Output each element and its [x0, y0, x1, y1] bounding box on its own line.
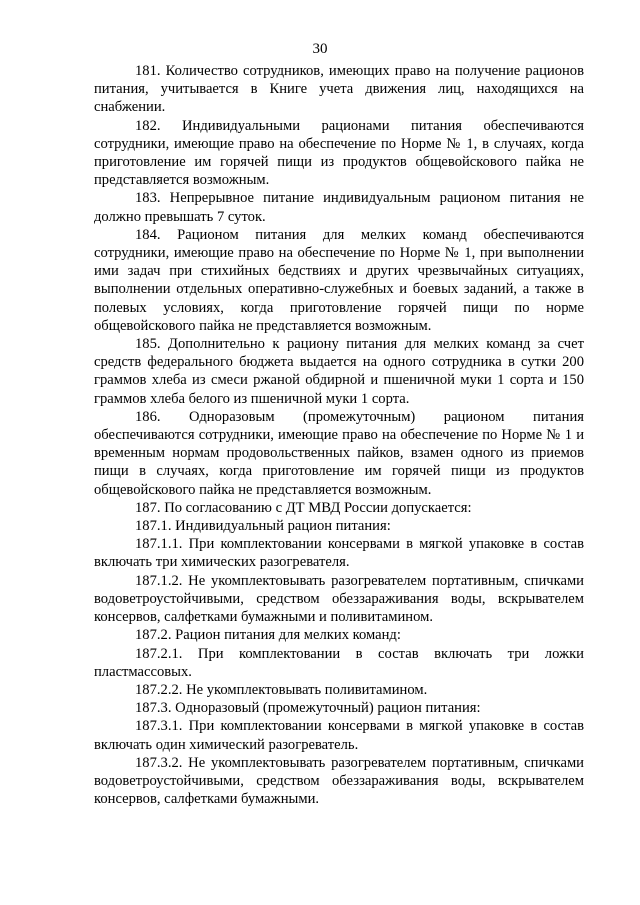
document-body [94, 62, 584, 808]
paragraph-187-2-2: 187.2.2. Не укомплектовывать поливитамином. [135, 681, 428, 698]
paragraph-183: 183. Непрерывное питание индивидуальным рационом питания не должно превышать 7 суток. [94, 190, 584, 225]
paragraph-181: 181. Количество сотрудников, имеющих право на получение рационов питания, учитывается в Книге учета движения лиц, находящихся на снабжении. [94, 63, 584, 116]
paragraph-186: 186. Одноразовым (промежуточным) рационом питания обеспечиваются сотрудники, имеющие право на обеспечение по Норме № 1 и временным нормам продовольственных пайков, взамен одного из приемов пищи в случаях, когда приготовление им горячей пищи из продуктов общевойскового пайка не представляется возможным. [94, 408, 584, 498]
paragraph-182: 182. Индивидуальными рационами питания обеспечиваются сотрудники, имеющие право на обеспечение по Норме № 1, в случаях, когда приготовление им горячей пищи из продуктов общевойскового пайка не представляется возможным. [94, 117, 584, 189]
page-number: 30 [312, 41, 328, 57]
paragraph-187-2-1: 187.2.1. При комплектовании в состав включать три ложки пластмассовых. [94, 645, 584, 680]
paragraph-187-2: 187.2. Рацион питания для мелких команд: [135, 627, 401, 644]
paragraph-184: 184. Рационом питания для мелких команд обеспечиваются сотрудники, имеющие право на обеспечение по Норме № 1, при выполнении ими задач при стихийных бедствиях и других чрезвычайных ситуациях, выполнении отдельных оперативно-служебных и боевых заданий, а также в полевых условиях, когда приготовление горячей пищи по норме общевойскового пайка не представляется возможным. [94, 226, 584, 334]
paragraph-187-3-1: 187.3.1. При комплектовании консервами в мягкой упаковке в состав включать один химический разогреватель. [94, 718, 584, 753]
paragraph-187-3: 187.3. Одноразовый (промежуточный) рацион питания: [135, 700, 481, 717]
paragraph-187-1-2: 187.1.2. Не укомплектовывать разогревателем портативным, спичками водоветроустойчивыми, средством обеззараживания воды, вскрывателем консервов, салфетками бумажными и поливитамином. [94, 572, 584, 626]
paragraph-187-1: 187.1. Индивидуальный рацион питания: [135, 518, 391, 535]
paragraph-187: 187. По согласованию с ДТ МВД России допускается: [135, 499, 472, 516]
paragraph-187-1-1: 187.1.1. При комплектовании консервами в мягкой упаковке в состав включать три химических разогревателя. [94, 536, 584, 571]
paragraph-187-3-2: 187.3.2. Не укомплектовывать разогревателем портативным, спичками водоветроустойчивыми, средством обеззараживания воды, вскрывателем консервов, салфетками бумажными. [94, 754, 584, 808]
paragraph-185: 185. Дополнительно к рациону питания для мелких команд за счет средств федерального бюджета выдается на одного сотрудника в сутки 200 граммов хлеба из смеси ржаной обдирной и пшеничной муки 1 сорта и 150 граммов хлеба белого из пшеничной муки 1 сорта. [94, 336, 584, 407]
